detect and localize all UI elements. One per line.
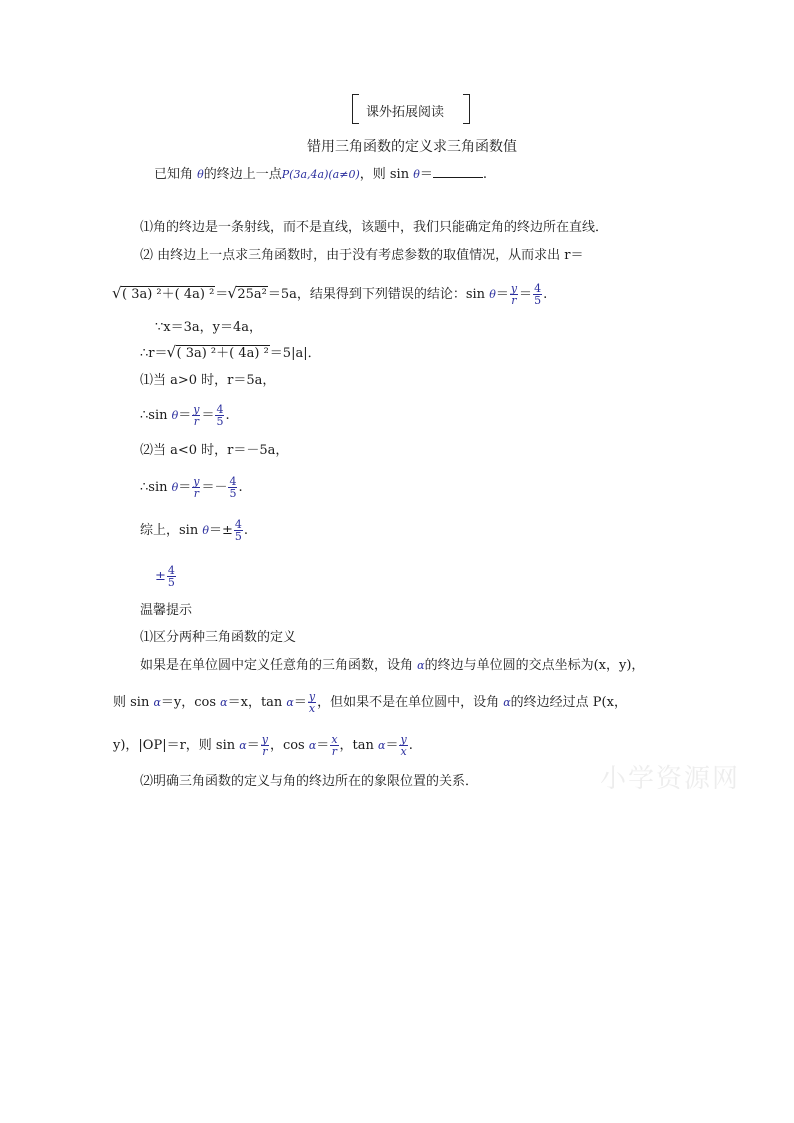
solution-case1-result: ∴sin θ＝ $\frac{y}{r}$ ＝ $\frac{4}{5}$ .: [140, 403, 230, 428]
fraction-y-over-x: $\frac{y}{x}$: [308, 690, 316, 715]
analysis-p3: √ ( 3a) ²＋( 4a) ²＝√ 25a²＝5a，结果得到下列错误的结论：sin θ＝ $\frac{y}{r}$ ＝ $\frac{4}{5}$ .: [113, 283, 547, 306]
problem-stem: 已知角 θ的终边上一点P(3a,4a)(a≠0)，则 sin θ＝ .: [154, 167, 487, 182]
fraction-y-over-r: $\frac{y}{r}$: [193, 475, 200, 500]
page-title: 错用三角函数的定义求三角函数值: [307, 139, 517, 155]
answer-blank: [433, 165, 483, 178]
tips-definition-line: 则 sin α＝y，cos α＝x，tan α＝ $\frac{y}{x}$ ，但如果不是在单位圆中，设角 α的终边经过点 P(x，: [113, 690, 627, 715]
section-label-box: [352, 94, 470, 124]
left-bracket: [352, 94, 359, 124]
solution-summary: 综上，sin θ＝± $\frac{4}{5}$ .: [140, 518, 249, 543]
tips-general-definition: y)，|OP|＝r，则 sin α＝ $\frac{y}{r}$ ，cos α＝ $\frac{x}{r}$ ，tan α＝ $\frac{y}{x}$ .: [113, 733, 413, 758]
sqrt-expression: √ ( 3a) ²＋( 4a) ²: [168, 345, 270, 363]
answer: ± $\frac{4}{5}$: [155, 564, 175, 589]
tips-item-2: ⑵明确三角函数的定义与角的终边所在的象限位置的关系．: [140, 774, 479, 789]
fraction-4-over-5: $\frac{4}{5}$: [534, 282, 542, 307]
sqrt-expression: √ ( 3a) ²＋( 4a) ²: [113, 286, 215, 304]
solution-therefore-r: ∴r＝√ ( 3a) ²＋( 4a) ²＝5|a|．: [140, 345, 321, 363]
section-label: 课外拓展阅读: [366, 105, 445, 120]
right-bracket: [463, 94, 470, 124]
tips-unit-circle: 如果是在单位圆中定义任意角的三角函数，设角 α的终边与单位圆的交点坐标为(x，y)，: [140, 658, 645, 673]
solution-because: ∵x＝3a，y＝4a，: [155, 320, 262, 335]
solution-case2-result: ∴sin θ＝ $\frac{y}{r}$ ＝－ $\frac{4}{5}$ .: [140, 475, 243, 500]
fraction-4-over-5: $\frac{4}{5}$: [167, 564, 175, 589]
fraction-4-over-5: $\frac{4}{5}$: [229, 475, 237, 500]
fraction-y-over-r: $\frac{y}{r}$: [510, 282, 518, 307]
tips-heading: 温馨提示: [140, 603, 193, 618]
analysis-p1: ⑴角的终边是一条射线，而不是直线，该题中，我们只能确定角的终边所在直线．: [140, 220, 609, 235]
sqrt-expression: √ 25a²: [228, 286, 268, 304]
analysis-p2: ⑵ 由终边上一点求三角函数时，由于没有考虑参数的取值情况，从而求出 r＝: [140, 248, 584, 263]
solution-case2: ⑵当 a<0 时，r＝－5a，: [140, 443, 289, 458]
solution-case1: ⑴当 a>0 时，r＝5a，: [140, 373, 276, 388]
fraction-y-over-r: $\frac{y}{r}$: [261, 733, 268, 758]
fraction-y-over-x: $\frac{y}{x}$: [400, 733, 407, 758]
fraction-4-over-5: $\frac{4}{5}$: [234, 518, 242, 543]
fraction-4-over-5: $\frac{4}{5}$: [216, 403, 224, 428]
fraction-y-over-r: $\frac{y}{r}$: [193, 403, 200, 428]
tips-item-1: ⑴区分两种三角函数的定义: [140, 630, 297, 645]
watermark: 小学资源网: [600, 764, 741, 794]
fraction-x-over-r: $\frac{x}{r}$: [331, 733, 338, 758]
